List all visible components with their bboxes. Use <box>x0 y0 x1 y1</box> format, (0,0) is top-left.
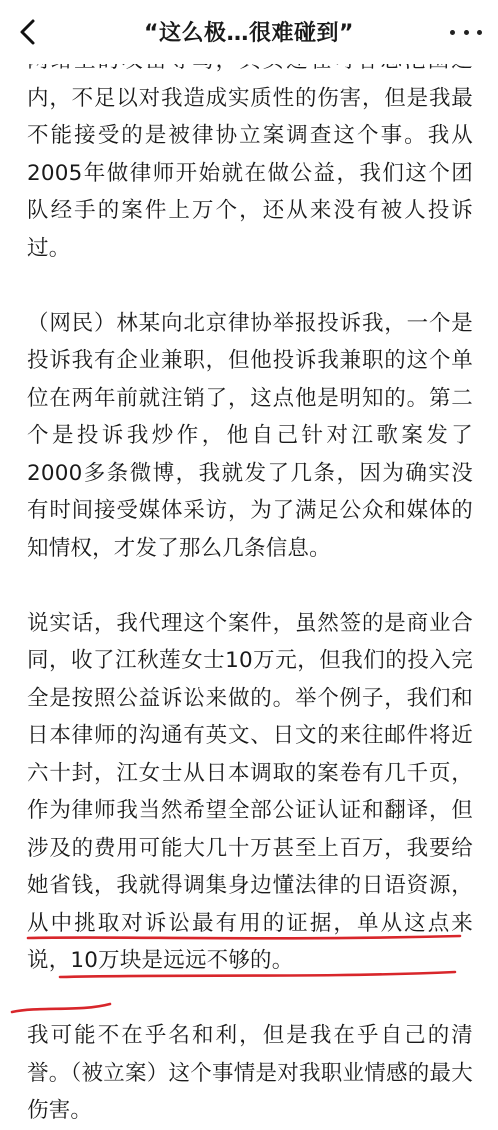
more-dots-icon <box>450 30 455 35</box>
article-paragraph: （网民）林某向北京律协举报投诉我，一个是投诉我有企业兼职，但他投诉我兼职的这个单位在两年前就注销了，这点他是明知的。第二个是投诉我炒作，他自己针对江歌案发了2000多条微博，我就发了几条，因为确实没有时间接受媒体采访，为了满足公众和媒体的知情权，才发了那么几条信息。 <box>27 310 473 561</box>
more-button[interactable] <box>450 24 482 40</box>
article-paragraph-highlighted: 我可能不在乎名和利，但是我在乎自己的清誉。（被立案）这个事情是对我职业情感的最大伤害。 <box>27 1023 473 1123</box>
page-title: “这么极…很难碰到” <box>144 21 354 46</box>
article-paragraph: 内，不足以对我造成实质性的伤害，但是我最不能接受的是被律协立案调查这个事。我从2005年做律师开始就在做公益，我们这个团队经手的案件上万个，还从来没有被人投诉过。 <box>27 85 473 261</box>
top-nav-bar <box>0 0 498 64</box>
article-paragraph: 说实话，我代理这个案件，虽然签的是商业合同，收了江秋莲女士10万元，但我们的投入完全是按照公益诉讼来做的。举个例子，我们和日本律师的沟通有英文、日文的来往邮件将近六十封，江女士从日本调取的案卷有几千页，作为律师我当然希望全部公证认证和翻译，但涉及的费用可能大几十万甚至上百万，我要给她省钱，我就得调集身边懂法律的日语资源，从中挑取对诉讼最有用的证据，单从这点来说，10万块是远远不够的。 <box>27 610 473 973</box>
back-button[interactable] <box>14 18 42 46</box>
article-body <box>27 42 473 1130</box>
chevron-left-icon <box>18 18 38 46</box>
